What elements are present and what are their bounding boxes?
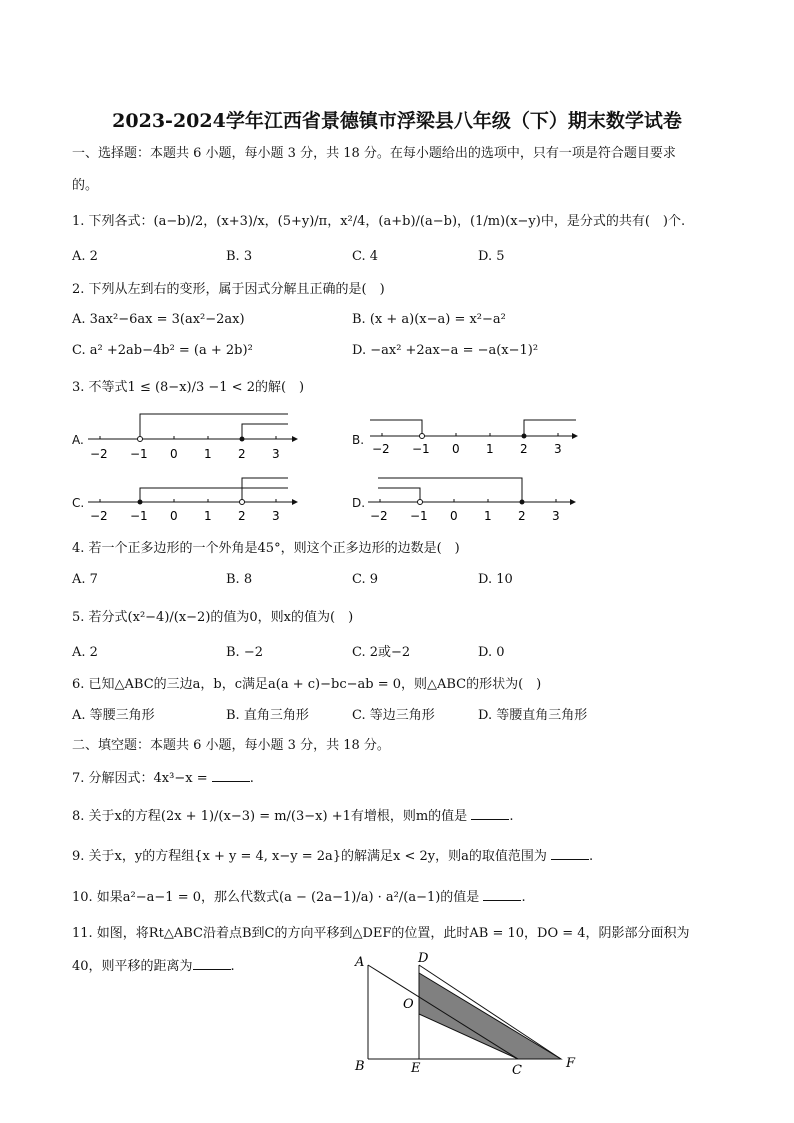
q5-option-d: D. 0 <box>478 645 505 660</box>
q11-line2 <box>72 958 235 975</box>
q2-option-c: C. a² +2ab−4b² = (a + 2b)² <box>72 343 253 358</box>
q3-option-d-label: D. <box>352 496 366 510</box>
page-title: 2023-2024学年江西省景德镇市浮梁县八年级（下）期末数学试卷 <box>112 110 682 132</box>
q2-option-d: D. −ax² +2ax−a = −a(x−1)² <box>352 343 539 358</box>
q11-line1: 11. 如图，将Rt△ABC沿着点B到C的方向平移到△DEF的位置，此时AB = 10，DO = 4，阴影部分面积为 <box>72 926 690 941</box>
q7-stem: 7. 分解因式：4x³−x = <box>72 771 208 786</box>
q6-option-a: A. 等腰三角形 <box>72 708 155 723</box>
section2-header: 二、填空题：本题共 6 小题，每小题 3 分，共 18 分。 <box>72 738 390 753</box>
section1-header-line1: 一、选择题：本题共 6 小题，每小题 3 分，共 18 分。在每小题给出的选项中，只有一项是符合题目要求 <box>72 146 676 161</box>
q1-stem: 1. 下列各式：(a−b)/2，(x+3)/x，(5+y)/π，x²/4，(a+b)/(a−b)，(1/m)(x−y)中，是分式的共有( )个. <box>72 214 686 229</box>
q9-line <box>72 848 593 865</box>
q10-end: . <box>521 890 526 905</box>
q3-numberline-a <box>88 408 298 468</box>
q6-option-c: C. 等边三角形 <box>352 708 435 723</box>
tick-label: −1 <box>130 509 148 523</box>
section1-header-line2: 的。 <box>72 178 99 193</box>
label-a: A <box>355 955 365 970</box>
tick-label: 3 <box>552 509 560 523</box>
tick-label: −2 <box>370 509 388 523</box>
q2-option-b: B. (x + a)(x−a) = x²−a² <box>352 312 506 327</box>
q6-stem: 6. 已知△ABC的三边a，b，c满足a(a + c)−bc−ab = 0，则△ABC的形状为( ) <box>72 677 542 692</box>
label-c: C <box>512 1063 522 1078</box>
q3-option-c-label: C. <box>72 496 85 510</box>
q2-stem: 2. 下列从左到右的变形，属于因式分解且正确的是( ) <box>72 282 385 297</box>
q8-stem: 8. 关于x的方程(2x + 1)/(x−3) = m/(3−x) +1有增根，则m的值是 <box>72 809 468 824</box>
tick-label: 2 <box>520 442 528 456</box>
q5-option-c: C. 2或−2 <box>352 645 411 660</box>
q5-option-b: B. −2 <box>226 645 263 660</box>
tick-label: −2 <box>90 509 108 523</box>
q5-stem: 5. 若分式(x²−4)/(x−2)的值为0，则x的值为( ) <box>72 610 354 625</box>
tick-label: 1 <box>486 442 494 456</box>
label-o: O <box>403 997 414 1012</box>
q2-option-a: A. 3ax²−6ax = 3(ax²−2ax) <box>72 312 245 327</box>
q4-stem: 4. 若一个正多边形的一个外角是45°，则这个正多边形的边数是( ) <box>72 541 460 556</box>
tick-label: 1 <box>484 509 492 523</box>
tick-label: −1 <box>130 447 148 461</box>
tick-label: 2 <box>518 509 526 523</box>
q8-line <box>72 808 513 825</box>
q7-answer-blank[interactable] <box>212 770 250 782</box>
label-f: F <box>566 1056 576 1071</box>
q1-option-a: A. 2 <box>72 249 98 264</box>
tick-label: 2 <box>238 447 246 461</box>
tick-label: 2 <box>238 509 246 523</box>
q9-end: . <box>589 849 594 864</box>
label-b: B <box>355 1059 365 1074</box>
q3-numberline-d <box>368 472 578 532</box>
q1-option-d: D. 5 <box>478 249 505 264</box>
q3-option-a-label: A. <box>72 433 84 447</box>
q7-line <box>72 770 254 787</box>
q9-answer-blank[interactable] <box>551 848 589 860</box>
q4-option-c: C. 9 <box>352 572 379 587</box>
q5-option-a: A. 2 <box>72 645 98 660</box>
q3-option-b-label: B. <box>352 433 365 447</box>
q11-figure <box>350 950 590 1080</box>
q10-line <box>72 889 526 906</box>
tick-label: 3 <box>272 509 280 523</box>
label-e: E <box>411 1061 421 1076</box>
label-d: D <box>418 951 429 966</box>
q10-stem: 10. 如果a²−a−1 = 0，那么代数式(a − (2a−1)/a) · a²/(a−1)的值是 <box>72 890 480 905</box>
tick-label: −2 <box>90 447 108 461</box>
q4-option-a: A. 7 <box>72 572 98 587</box>
q11-stem: 40，则平移的距离为 <box>72 959 193 974</box>
q1-option-c: C. 4 <box>352 249 379 264</box>
tick-label: 1 <box>204 509 212 523</box>
tick-label: 0 <box>170 509 178 523</box>
tick-label: −1 <box>412 442 430 456</box>
q7-end: . <box>249 771 254 786</box>
tick-label: 0 <box>450 509 458 523</box>
tick-label: 0 <box>452 442 460 456</box>
q8-end: . <box>509 809 514 824</box>
q8-answer-blank[interactable] <box>471 808 509 820</box>
q1-option-b: B. 3 <box>226 249 253 264</box>
q3-numberline-c <box>88 472 298 532</box>
q10-answer-blank[interactable] <box>483 889 521 901</box>
q3-numberline-b <box>370 408 580 468</box>
q9-stem: 9. 关于x，y的方程组{x + y = 4, x−y = 2a}的解满足x < 2y，则a的取值范围为 <box>72 849 547 864</box>
tick-label: 0 <box>170 447 178 461</box>
q3-stem: 3. 不等式1 ≤ (8−x)/3 −1 < 2的解( ) <box>72 380 305 395</box>
q11-answer-blank[interactable] <box>193 958 231 970</box>
tick-label: 3 <box>272 447 280 461</box>
q4-option-b: B. 8 <box>226 572 253 587</box>
q6-option-d: D. 等腰直角三角形 <box>478 708 588 723</box>
shaded-region <box>419 973 561 1059</box>
q11-end: . <box>230 959 235 974</box>
q4-option-d: D. 10 <box>478 572 513 587</box>
tick-label: −1 <box>410 509 428 523</box>
q6-option-b: B. 直角三角形 <box>226 708 309 723</box>
tick-label: 3 <box>554 442 562 456</box>
tick-label: 1 <box>204 447 212 461</box>
tick-label: −2 <box>372 442 390 456</box>
